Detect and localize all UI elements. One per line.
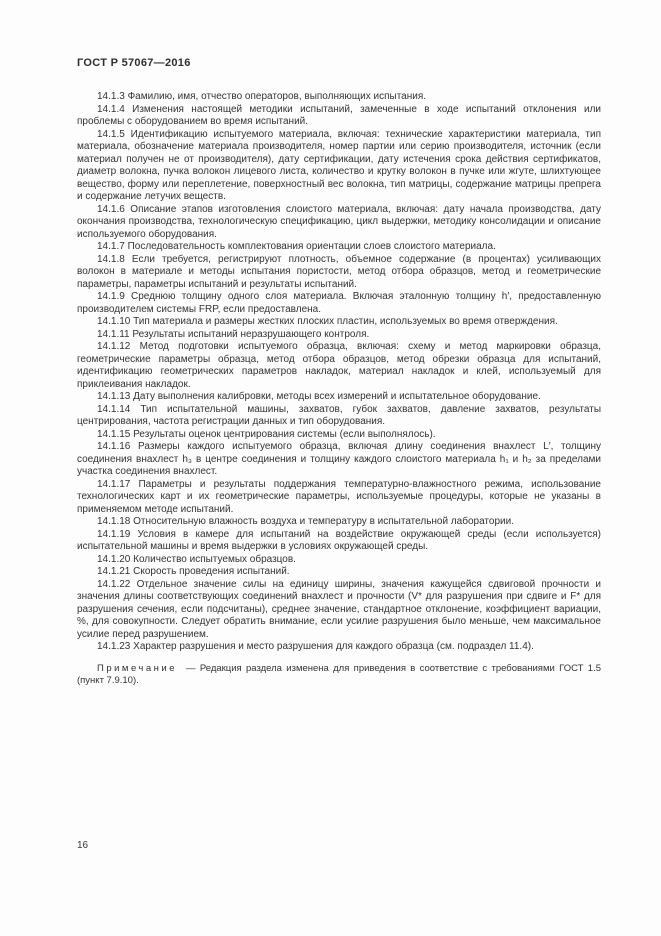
clause-14-1-13: 14.1.13 Дату выполнения калибровки, методы всех измерений и испытательное оборудование. [97, 391, 541, 402]
clause-14-1-20: 14.1.20 Количество испытуемых образцов. [97, 553, 296, 565]
clause-14-1-12: 14.1.12 Метод подготовки испытуемого образца, включая: схему и метод маркировки образца, геометрические параметры образца, метод отбора образцов, метод обрезки образца для испытаний, идентификацию геометрических параметров накладок, материал накладок и клей, используемый для приклеивания накладок. [77, 341, 601, 390]
clause-14-1-3: 14.1.3 Фамилию, имя, отчество операторов, выполняющих испытания. [97, 91, 427, 102]
clause-14-1-21: 14.1.21 Скорость проведения испытаний. [97, 566, 290, 577]
clause-14-1-19: 14.1.19 Условия в камере для испытаний на воздействие окружающей среды (если используется) испытательной машины и время выдержки в условиях окружающей среды. [77, 528, 601, 552]
clause-14-1-6: 14.1.6 Описание этапов изготовления слоистого материала, включая: дату начала производства, дату окончания производства, технологическую спецификацию, цикл выдержки, методику консолидации и описание используемого оборудования. [77, 203, 601, 240]
clause-14-1-11: 14.1.11 Результаты испытаний неразрушающего контроля. [97, 328, 370, 340]
clause-14-1-16: 14.1.16 Размеры каждого испытуемого образца, включая длину соединения внахлест L′, толщину соединения внахлест h₃ в центре соединения и толщину каждого слоистого материала h₁ и h₂ за пределами участка соединения внахлест. [77, 441, 601, 477]
clause-14-1-10: 14.1.10 Тип материала и размеры жестких плоских пластин, используемых во время отверждения. [97, 316, 558, 327]
clause-14-1-15: 14.1.15 Результаты оценок центрирования системы (если выполнялось). [97, 428, 436, 440]
clause-14-1-4: 14.1.4 Изменения настоящей методики испытаний, замеченные в ходе испытаний отклонения или проблемы с оборудованием во время испытаний. [77, 103, 601, 127]
clause-14-1-18: 14.1.18 Относительную влажность воздуха и температуру в испытательной лаборатории. [97, 516, 514, 527]
standard-designation: ГОСТ Р 57067—2016 [77, 57, 191, 69]
clause-14-1-5: 14.1.5 Идентификацию испытуемого материала, включая: технические характеристики материала, тип материала, обозначение материала производителя, номер партии или серию производителя, источник (если материал получен не от производителя), дату сертификации, дату истечения срока действия сертификатов, диаметр волокна, пучка волокон лицевого листа, количество и крутку волокон в пучке или жгуте, шлихтующее вещество, форму или переплетение, поверхностный вес волокна, тип матрицы, содержание матрицы препрега и содержание летучих веществ. [77, 128, 601, 202]
document-body [77, 91, 601, 688]
note [77, 663, 601, 688]
clause-14-1-7: 14.1.7 Последовательность комплектования ориентации слоев слоистого материала. [97, 241, 496, 252]
clause-14-1-17: 14.1.17 Параметры и результаты поддержания температурно-влажностного режима, использование технологических карт и их геометрические параметры, используемые процедуры, которые не указаны в применяемом методе испытаний. [77, 478, 601, 515]
clause-14-1-23: 14.1.23 Характер разрушения и место разрушения для каждого образца (см. подраздел 11.4). [97, 641, 534, 652]
note-label: Примечание [97, 662, 177, 674]
clause-14-1-8: 14.1.8 Если требуется, регистрируют плотность, объемное содержание (в процентах) усиливающих волокон в материале и методы испытания пористости, метод отбора образцов, метод и геометрические параметры, параметры испытаний и результаты испытаний. [77, 253, 601, 290]
clause-14-1-9: 14.1.9 Среднюю толщину одного слоя материала. Включая эталонную толщину h′, предоставленную производителем системы FRP, если предоставлена. [77, 291, 601, 315]
note-text: — Редакция раздела изменена для приведения в соответствие с требованиями ГОСТ 1.5 (пункт 7.9.10). [77, 662, 601, 686]
page-number: 16 [77, 840, 89, 851]
clause-14-1-14: 14.1.14 Тип испытательной машины, захватов, губок захватов, давление захватов, результаты центрирования, частота регистрации данных и тип оборудования. [77, 403, 601, 427]
clause-14-1-22: 14.1.22 Отдельное значение силы на единицу ширины, значения кажущейся сдвиговой прочности и значения длины соответствующих соединений внахлест и прочности (V* для разрушения при сдвиге и F* для разрушения сечения, если подсчитаны), среднее значение, стандартное отклонение, коэффициент вариации, %, для совокупности. Следует обратить внимание, если усилие разрушения было меньше, чем максимальное усилие перед разрушением. [77, 578, 601, 640]
